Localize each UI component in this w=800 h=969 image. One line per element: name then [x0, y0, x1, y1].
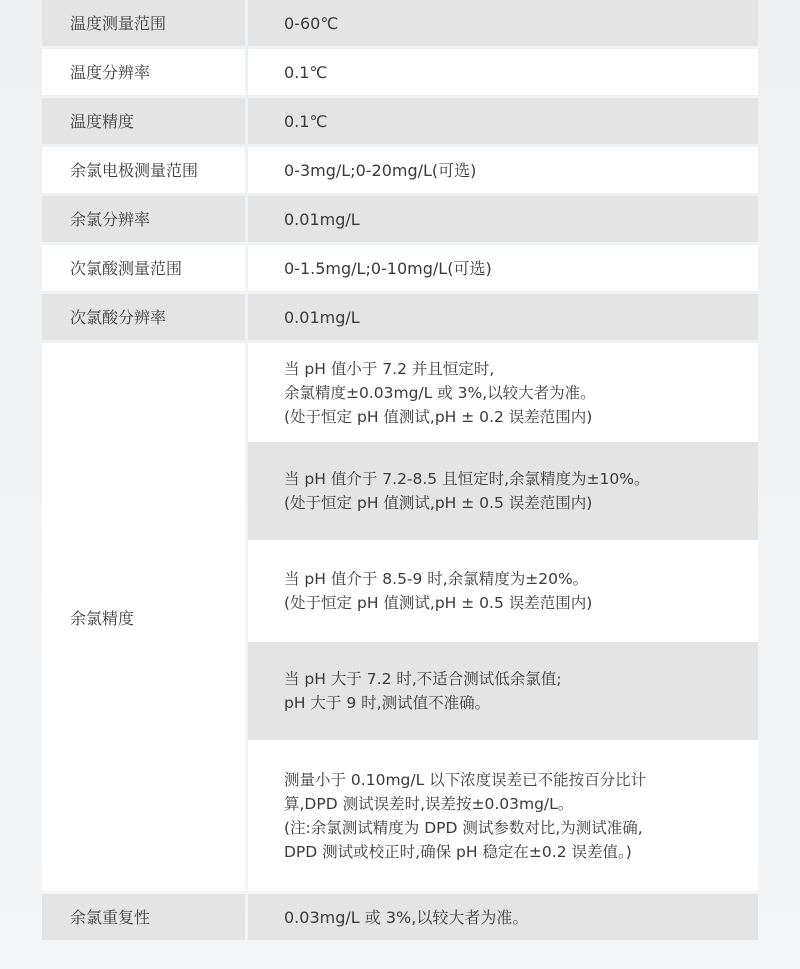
row-label: 余氯精度: [42, 343, 245, 891]
accuracy-item: [248, 740, 758, 891]
spec-row-chlorine-resolution: [42, 196, 758, 242]
spec-row-temp-accuracy: [42, 98, 758, 144]
accuracy-line: 测量小于 0.10mg/L 以下浓度误差已不能按百分比计: [284, 770, 647, 789]
spec-row-hypochlorous-range: [42, 245, 758, 291]
accuracy-line: (处于恒定 pH 值测试,pH ± 0.5 误差范围内): [284, 494, 593, 512]
row-label: 温度测量范围: [42, 0, 245, 46]
spec-table: [42, 0, 758, 940]
accuracy-item: [248, 343, 758, 442]
row-label: 次氯酸分辨率: [42, 294, 245, 340]
row-label: 余氯分辨率: [42, 196, 245, 242]
row-value: 0-3mg/L;0-20mg/L(可选): [248, 147, 758, 193]
row-value: 0.03mg/L 或 3%,以较大者为准。: [248, 894, 758, 940]
row-value: 0.01mg/L: [248, 294, 758, 340]
accuracy-line: 余氯精度±0.03mg/L 或 3%,以较大者为准。: [284, 383, 596, 402]
spec-row-chlorine-accuracy: [42, 343, 758, 891]
accuracy-line: (注:余氯测试精度为 DPD 测试参数对比,为测试准确,: [284, 818, 643, 837]
accuracy-line: (处于恒定 pH 值测试,pH ± 0.2 误差范围内): [284, 407, 593, 426]
spec-row-temp-range: [42, 0, 758, 46]
row-value: 0.01mg/L: [248, 196, 758, 242]
spec-row-chlorine-range: [42, 147, 758, 193]
accuracy-item: [248, 642, 758, 740]
spec-row-temp-resolution: [42, 49, 758, 95]
row-value: 0.1℃: [248, 49, 758, 95]
row-value: 0-60℃: [248, 0, 758, 46]
row-label: 温度分辨率: [42, 49, 245, 95]
row-label: 次氯酸测量范围: [42, 245, 245, 291]
row-label: 温度精度: [42, 98, 245, 144]
accuracy-line: 当 pH 值小于 7.2 并且恒定时,: [284, 359, 495, 378]
spec-row-repeatability: [42, 894, 758, 940]
accuracy-item: [248, 540, 758, 642]
accuracy-item: [248, 442, 758, 540]
accuracy-line: DPD 测试或校正时,确保 pH 稳定在±0.2 误差值。): [284, 842, 632, 861]
row-value: 0-1.5mg/L;0-10mg/L(可选): [248, 245, 758, 291]
accuracy-line: 当 pH 值介于 8.5-9 时,余氯精度为±20%。: [284, 570, 589, 588]
accuracy-line: 算,DPD 测试误差时,误差按±0.03mg/L。: [284, 794, 574, 813]
row-label: 余氯电极测量范围: [42, 147, 245, 193]
row-label: 余氯重复性: [42, 894, 245, 940]
spec-row-hypochlorous-resolution: [42, 294, 758, 340]
accuracy-line: 当 pH 值介于 7.2-8.5 且恒定时,余氯精度为±10%。: [284, 470, 650, 488]
accuracy-line: (处于恒定 pH 值测试,pH ± 0.5 误差范围内): [284, 594, 593, 612]
row-value: 0.1℃: [248, 98, 758, 144]
accuracy-line: pH 大于 9 时,测试值不准确。: [284, 694, 491, 712]
accuracy-line: 当 pH 大于 7.2 时,不适合测试低余氯值;: [284, 670, 562, 688]
